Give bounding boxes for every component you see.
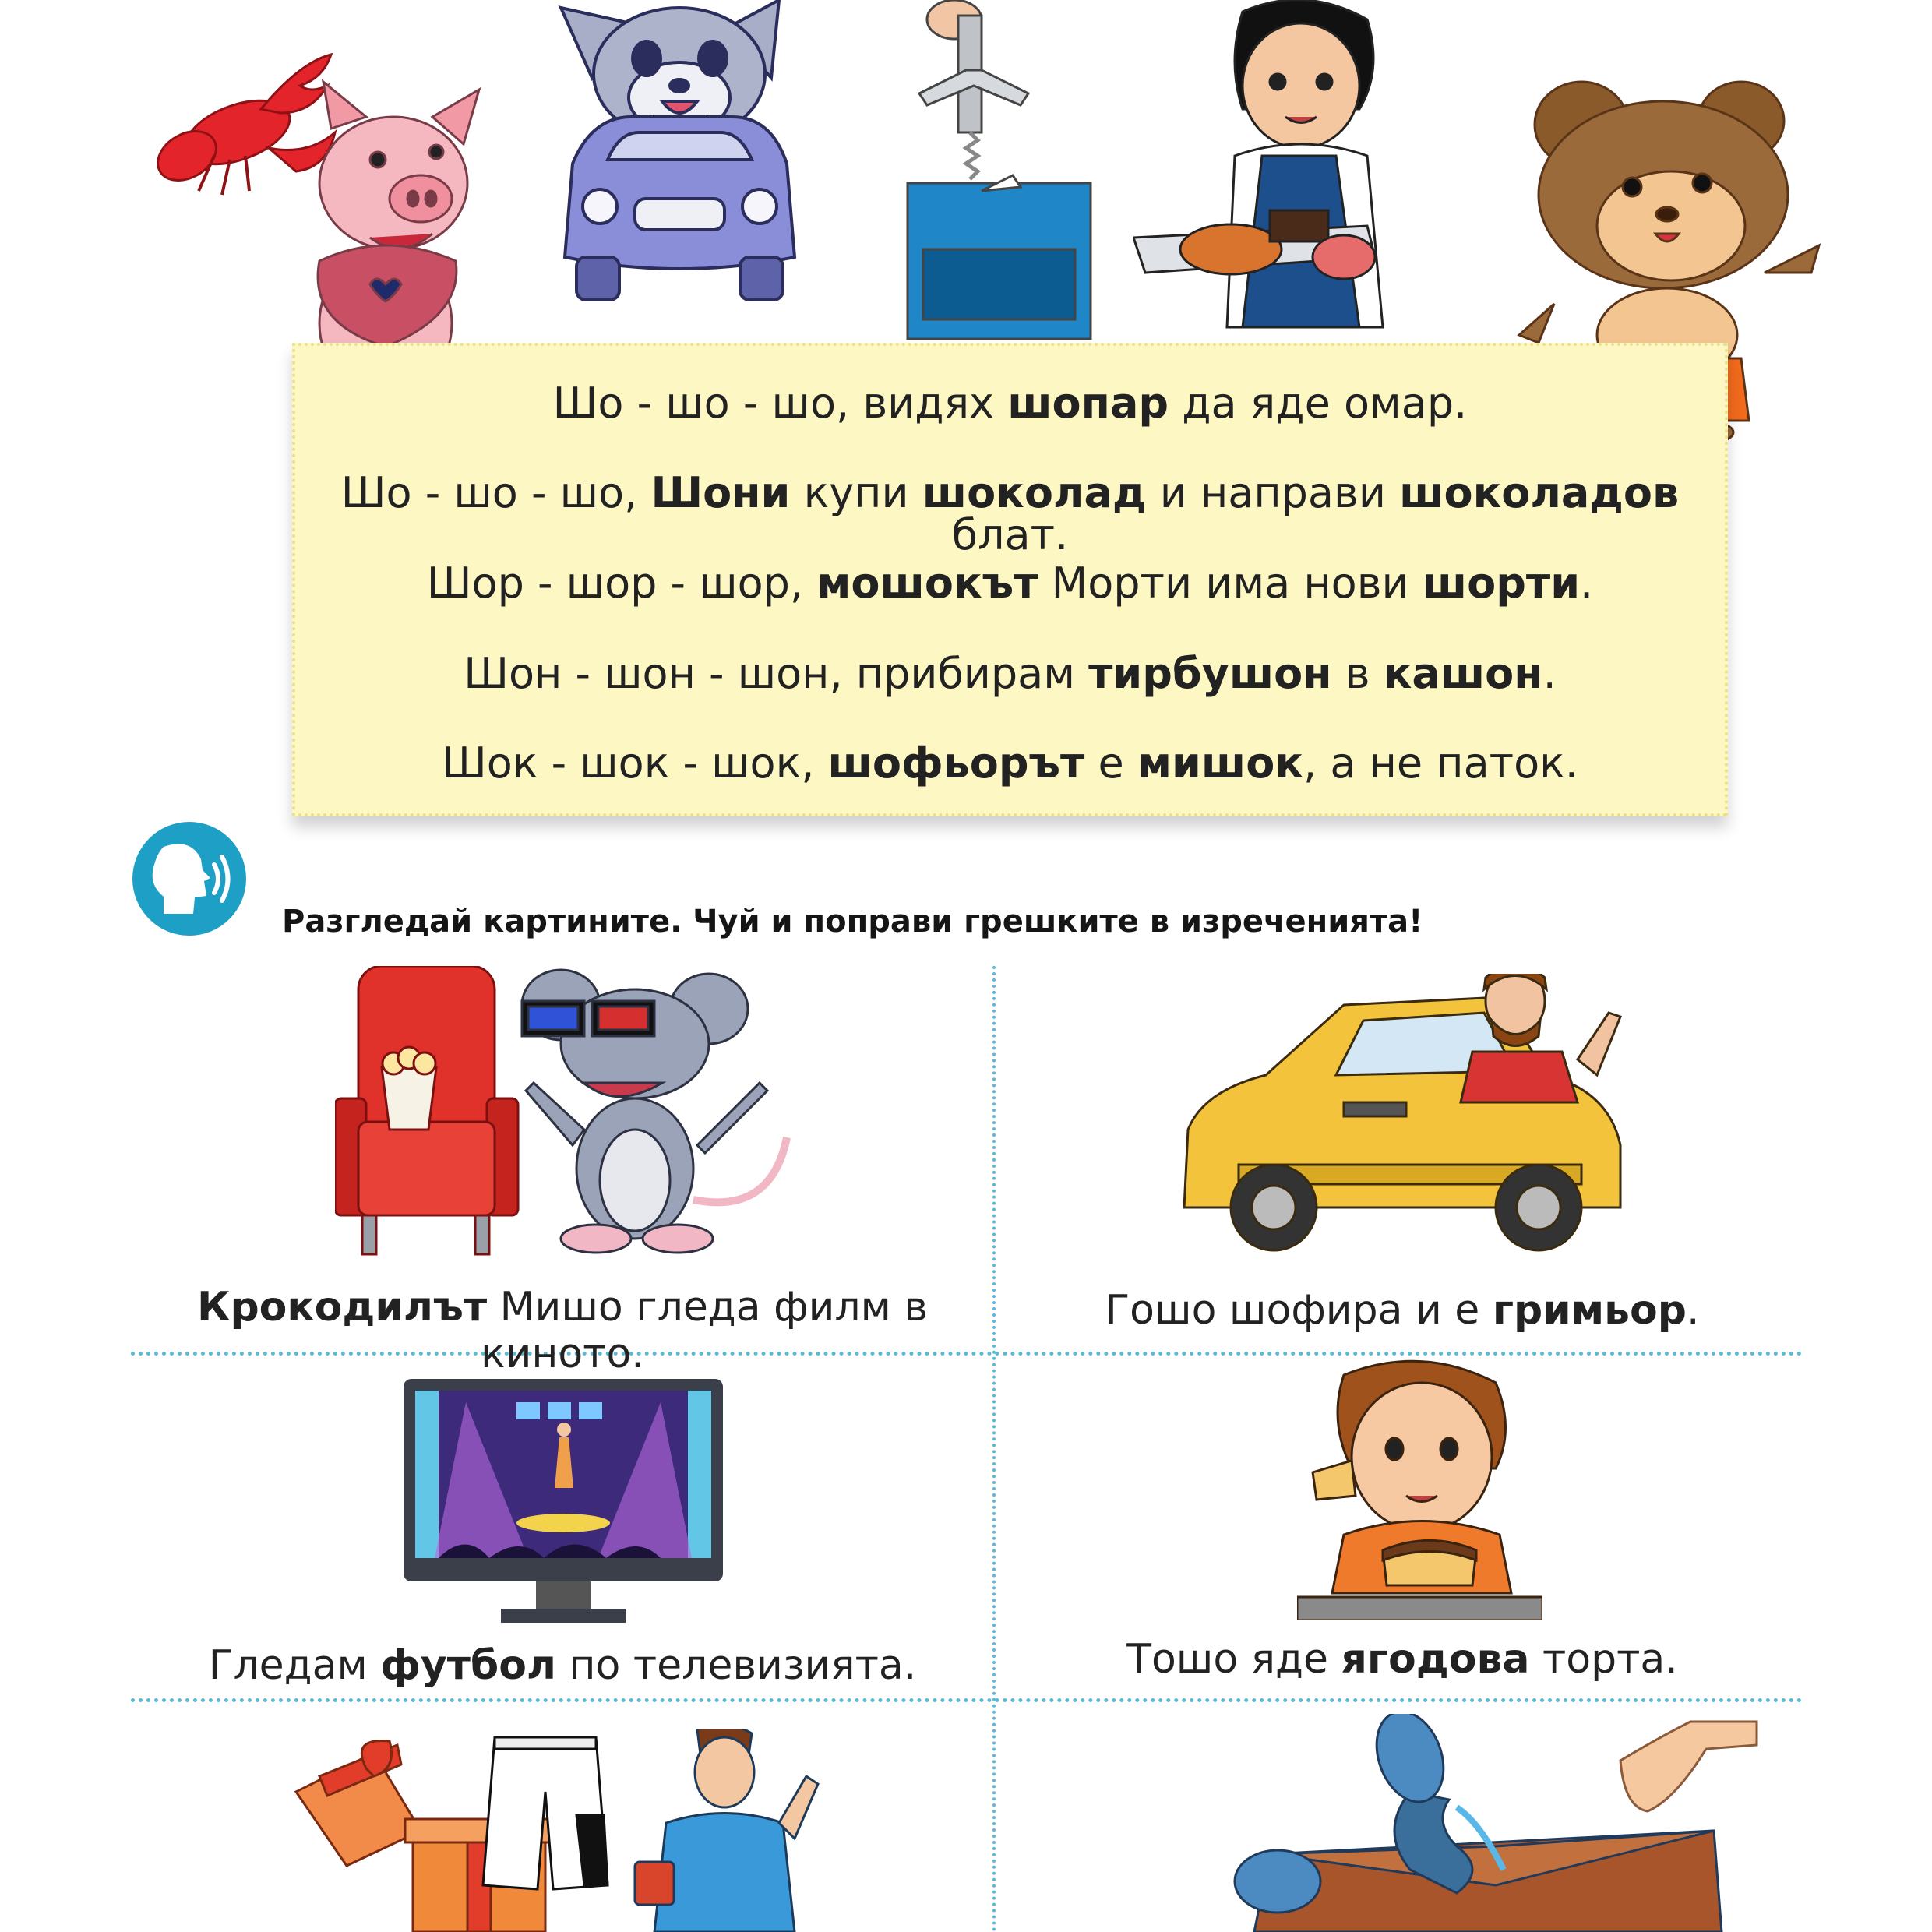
poem-line: Шон - шон - шон, прибирам тирбушон в кашон. — [464, 649, 1557, 698]
poem-line: Шо - шо - шо, Шони купи шоколад и направи шоколадов блат. — [340, 468, 1680, 559]
sentence-cell-2: Гошо шофира и е гримьор. — [1105, 1287, 1700, 1334]
grid-divider-horizontal — [131, 1698, 1803, 1702]
boy-eating-cake-illustration — [1297, 1359, 1542, 1620]
corkscrew-box-illustration — [896, 0, 1102, 343]
grid-divider-vertical — [992, 966, 996, 1932]
shower-head-illustration — [1223, 1714, 1761, 1932]
poem-box — [292, 343, 1728, 816]
poem-line: Шок - шок - шок, шофьорът е мишок, а не паток. — [442, 739, 1578, 788]
sentence-cell-3: Гледам футбол по телевизията. — [208, 1642, 917, 1689]
poem-line: Шо - шо - шо, видях шопар да яде омар. — [552, 379, 1468, 428]
man-driving-car-illustration — [1172, 974, 1636, 1262]
instruction-text: Разгледай картините. Чуй и поправи грешките в изреченията! — [282, 904, 1423, 940]
speaking-head-icon — [132, 822, 246, 936]
mouse-in-cinema-illustration — [335, 966, 826, 1262]
gift-shorts-man-illustration — [288, 1729, 834, 1932]
mouse-in-car-illustration — [545, 0, 814, 308]
sentence-cell-1: Крокодилът Мишо гледа филм в киното. — [196, 1284, 929, 1377]
sentence-cell-4: Тошо яде ягодова торта. — [1126, 1636, 1678, 1683]
poem-line: Шор - шор - шор, мошокът Морти има нови шорти. — [426, 559, 1594, 608]
tv-show-illustration — [404, 1379, 723, 1628]
boy-baking-illustration — [1133, 0, 1430, 335]
